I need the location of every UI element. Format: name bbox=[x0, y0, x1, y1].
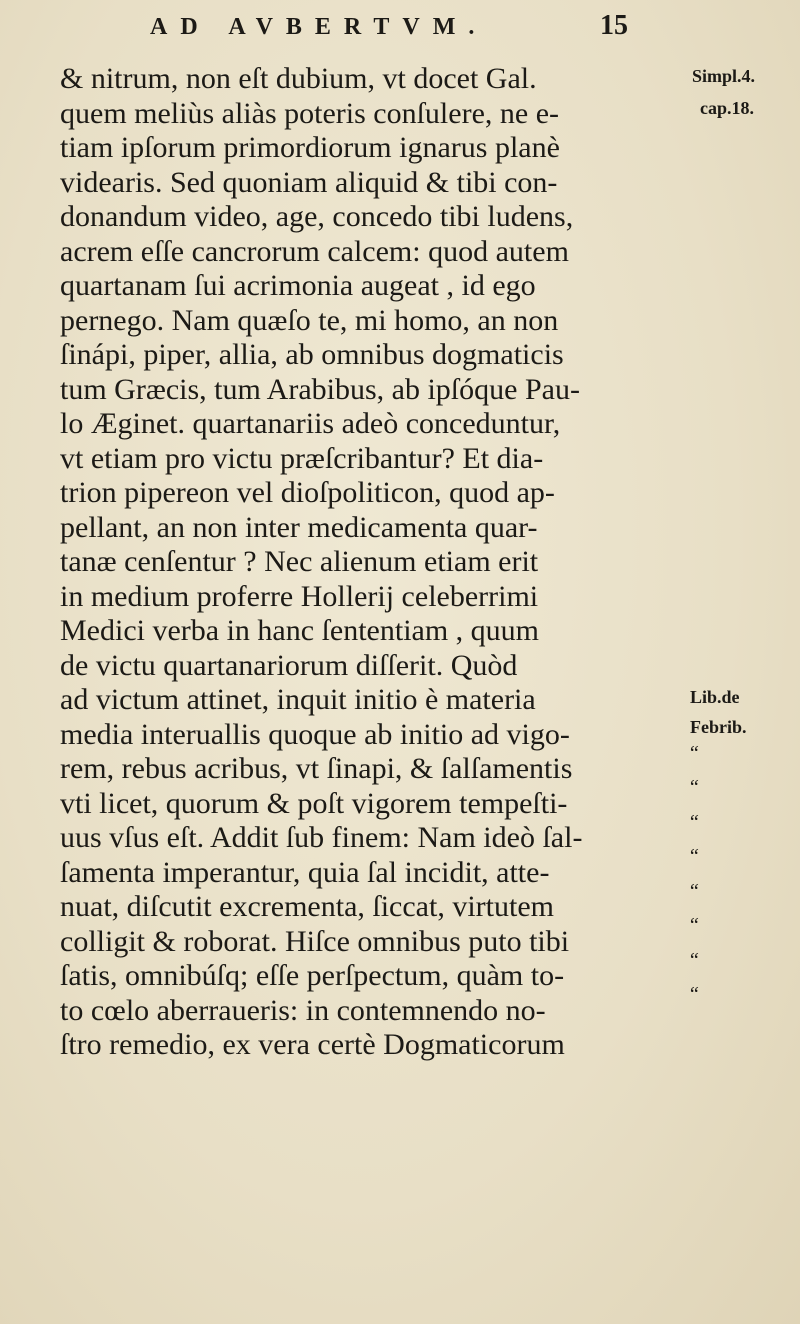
text-line: pellant, an non inter medicamenta quar- bbox=[60, 510, 538, 544]
text-line: acrem eſſe cancrorum calcem: quod autem bbox=[60, 234, 569, 268]
text-line: donandum video, age, concedo tibi ludens, bbox=[60, 200, 574, 233]
quotation-mark: “ bbox=[688, 742, 699, 764]
text-line: vt etiam pro victu præſcribantur? Et dia- bbox=[60, 441, 544, 475]
margin-note-reference: Lib.de bbox=[690, 687, 740, 707]
text-line: rem, rebus acribus, vt ſinapi, & ſalſamentis bbox=[60, 752, 573, 785]
quotation-mark: “ bbox=[688, 983, 699, 1005]
body-text bbox=[60, 62, 685, 1063]
running-title: AD AVBERTVM. bbox=[150, 14, 488, 40]
text-line: lo Æginet. quartanariis adeò conceduntur, bbox=[60, 407, 561, 440]
text-line: de victu quartanariorum diſſerit. Quòd bbox=[60, 648, 518, 682]
text-line: tiam ipſorum primordiorum ignarus planè bbox=[60, 131, 560, 164]
text-line: media interuallis quoque ab initio ad vigo- bbox=[60, 717, 570, 751]
text-line: & nitrum, non eſt dubium, vt docet Gal. bbox=[60, 62, 537, 95]
text-line: ſatis, omnibúſq; eſſe perſpectum, quàm to- bbox=[60, 959, 565, 992]
text-line: to cœlo aberraueris: in contemnendo no- bbox=[60, 993, 546, 1027]
quotation-mark: “ bbox=[688, 845, 699, 867]
margin-note-reference: Simpl.4. bbox=[692, 66, 756, 86]
text-line: nuat, diſcutit excrementa, ſiccat, virtutem bbox=[60, 890, 554, 923]
quotation-mark: “ bbox=[688, 914, 699, 936]
quotation-mark: “ bbox=[688, 949, 699, 971]
text-line: in medium proferre Hollerij celeberrimi bbox=[60, 579, 539, 613]
text-line: ſinápi, piper, allia, ab omnibus dogmaticis bbox=[60, 338, 564, 371]
text-line: tanæ cenſentur ? Nec alienum etiam erit bbox=[60, 545, 539, 578]
text-line: pernego. Nam quæſo te, mi homo, an non bbox=[60, 303, 559, 337]
margin-note-reference: cap.18. bbox=[700, 98, 754, 118]
quotation-mark: “ bbox=[688, 776, 699, 798]
text-line: vti licet, quorum & poſt vigorem tempeſti- bbox=[60, 786, 568, 820]
text-line: ſamenta imperantur, quia ſal incidit, atte- bbox=[60, 855, 550, 889]
margin-note-reference: Febrib. bbox=[690, 717, 747, 737]
text-line: ſtro remedio, ex vera certè Dogmaticorum bbox=[60, 1028, 565, 1061]
text-line: uus vſus eſt. Addit ſub finem: Nam ideò ſal- bbox=[60, 821, 583, 854]
page-number: 15 bbox=[600, 10, 628, 41]
text-line: colligit & roborat. Hiſce omnibus puto tibi bbox=[60, 924, 570, 958]
quotation-mark: “ bbox=[688, 811, 699, 833]
quotation-mark: “ bbox=[688, 880, 699, 902]
text-line: Medici verba in hanc ſententiam , quum bbox=[60, 614, 540, 647]
text-line: videaris. Sed quoniam aliquid & tibi con- bbox=[60, 165, 558, 199]
text-line: quem meliùs aliàs poteris conſulere, ne e- bbox=[60, 96, 559, 130]
text-line: trion pipereon vel dioſpoliticon, quod ap- bbox=[60, 476, 555, 509]
text-line: tum Græcis, tum Arabibus, ab ipſóque Pau- bbox=[60, 372, 580, 406]
text-line: quartanam ſui acrimonia augeat , id ego bbox=[60, 269, 536, 302]
text-line: ad victum attinet, inquit initio è materia bbox=[60, 683, 536, 716]
